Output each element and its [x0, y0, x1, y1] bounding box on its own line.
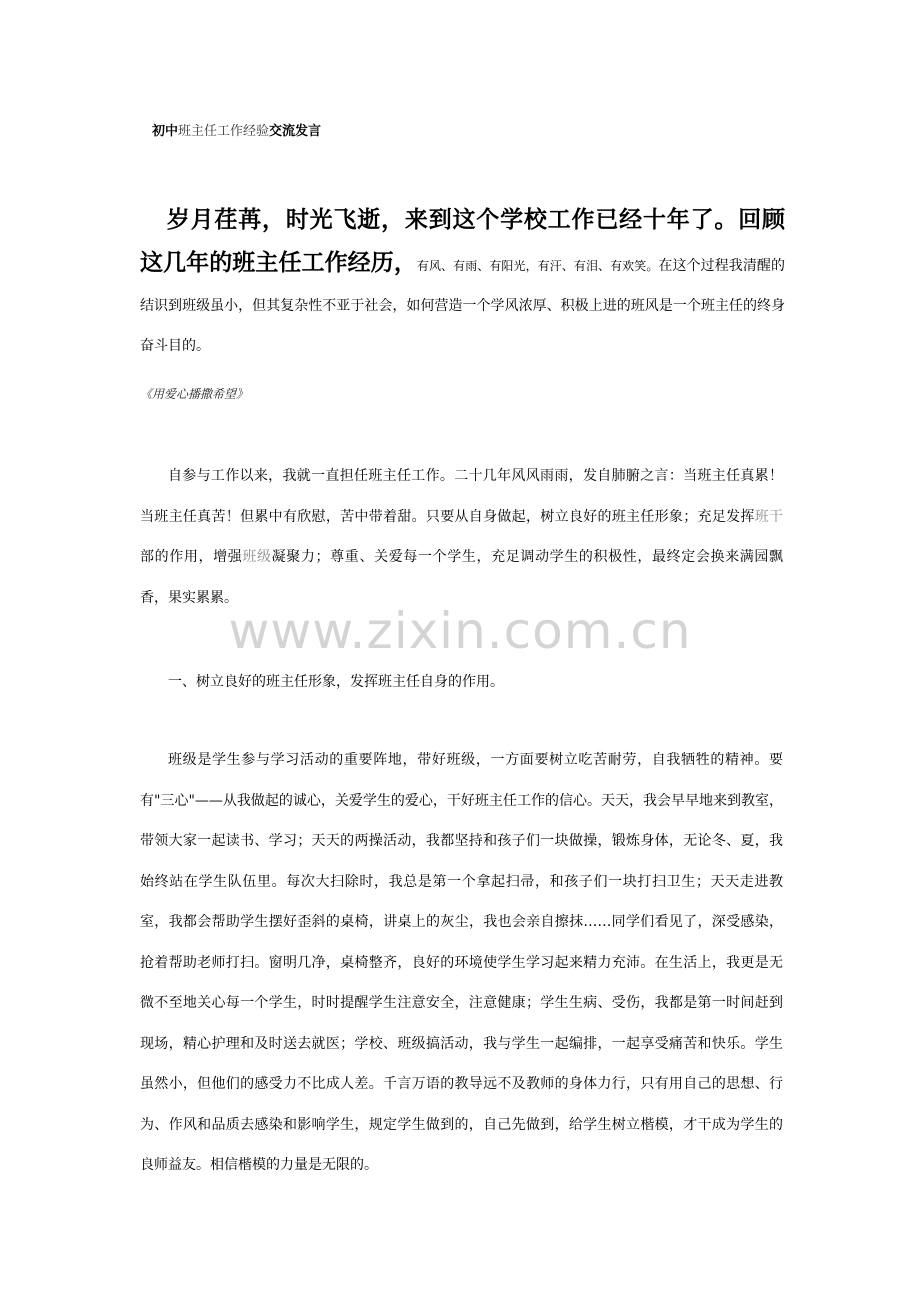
paragraph-1-text-e: 凝聚力；尊重、关爱每一个学生，充足调动学生的积极性，最终定会换来满园飘香，果实累累。: [140, 549, 784, 606]
paragraph-2: 班级是学生参与学习活动的重要阵地，带好班级，一方面要树立吃苦耐劳，自我牺牲的精神。要有"三心"——从我做起的诚心，关爱学生的爱心，干好班主任工作的信心。天天，我会早早地来到教室，带领大家一起读书、学习；天天的两操活动，我都坚持和孩子们一块做操，锻炼身体，无论冬、夏，我始终站在学生队伍里。每次大扫除时，我总是第一个拿起扫帚，和孩子们一块打扫卫生；天天走进教室，我都会帮助学生摆好歪斜的桌椅，讲桌上的灰尘，我也会亲自擦抹……同学们看见了，深受感染，抢着帮助老师打扫。窗明几净，桌椅整齐，良好的环境使学生学习起来精力充沛。在生活上，我更是无微不至地关心每一个学生，时时提醒学生注意安全，注意健康；学生生病、受伤，我都是第一时间赶到现场，精心护理和及时送去就医；学校、班级搞活动，我与学生一起编排，一起享受痛苦和快乐。学生虽然小，但他们的感受力不比成人差。千言万语的教导远不及教师的身体力行，只有用自己的思想、行为、作风和品质去感染和影响学生，规定学生做到的，自己先做到，给学生树立楷模，才干成为学生的良师益友。相信楷模的力量是无限的。: [140, 752, 783, 1173]
watermark: www.zixin.com.cn: [228, 602, 692, 660]
paragraph-1-text-a: 自参与工作以来，我就一直担任班主任工作。二十几年风风雨雨，发自肺腑之言：当班主任真累！当班主任真苦！但累中有欣慰，苦中带着甜。只要从自身做起，树立良好的班主任形象；充足发挥: [140, 468, 783, 525]
intro-paragraph: [140, 200, 785, 366]
document-title: [152, 120, 321, 139]
heading-1: 一、树立良好的班主任形象，发挥班主任自身的作用。: [168, 674, 504, 690]
title-part-3: 交流发言: [269, 124, 322, 139]
title-part-1: 初中: [152, 124, 179, 139]
title-part-2: 班主任工作经验: [178, 124, 270, 139]
paragraph-1: [140, 456, 783, 618]
intro-normal-text: 在这个过程我清醒的结识到班级虽小，但其复杂性不亚于社会，如何营造一个学风浓厚、积极上进的班风是一个班主任的终身奋斗目的。: [140, 258, 786, 354]
paragraph-1-text-d: 班级: [242, 549, 272, 565]
paragraph-1-text-b: 班干: [754, 508, 783, 525]
intro-small-text: 有风、有雨、有阳光，有汗、有泪、有欢笑。: [416, 259, 659, 273]
section-subtitle: 《用爱心播撒希望》: [140, 387, 249, 401]
intro-large-text: 岁月荏苒，时光飞逝，来到这个学校工作已经十年了。回顾这几年的班主任工作经历，: [140, 207, 785, 276]
paragraph-1-text-c: 部的作用，增强: [140, 549, 243, 565]
